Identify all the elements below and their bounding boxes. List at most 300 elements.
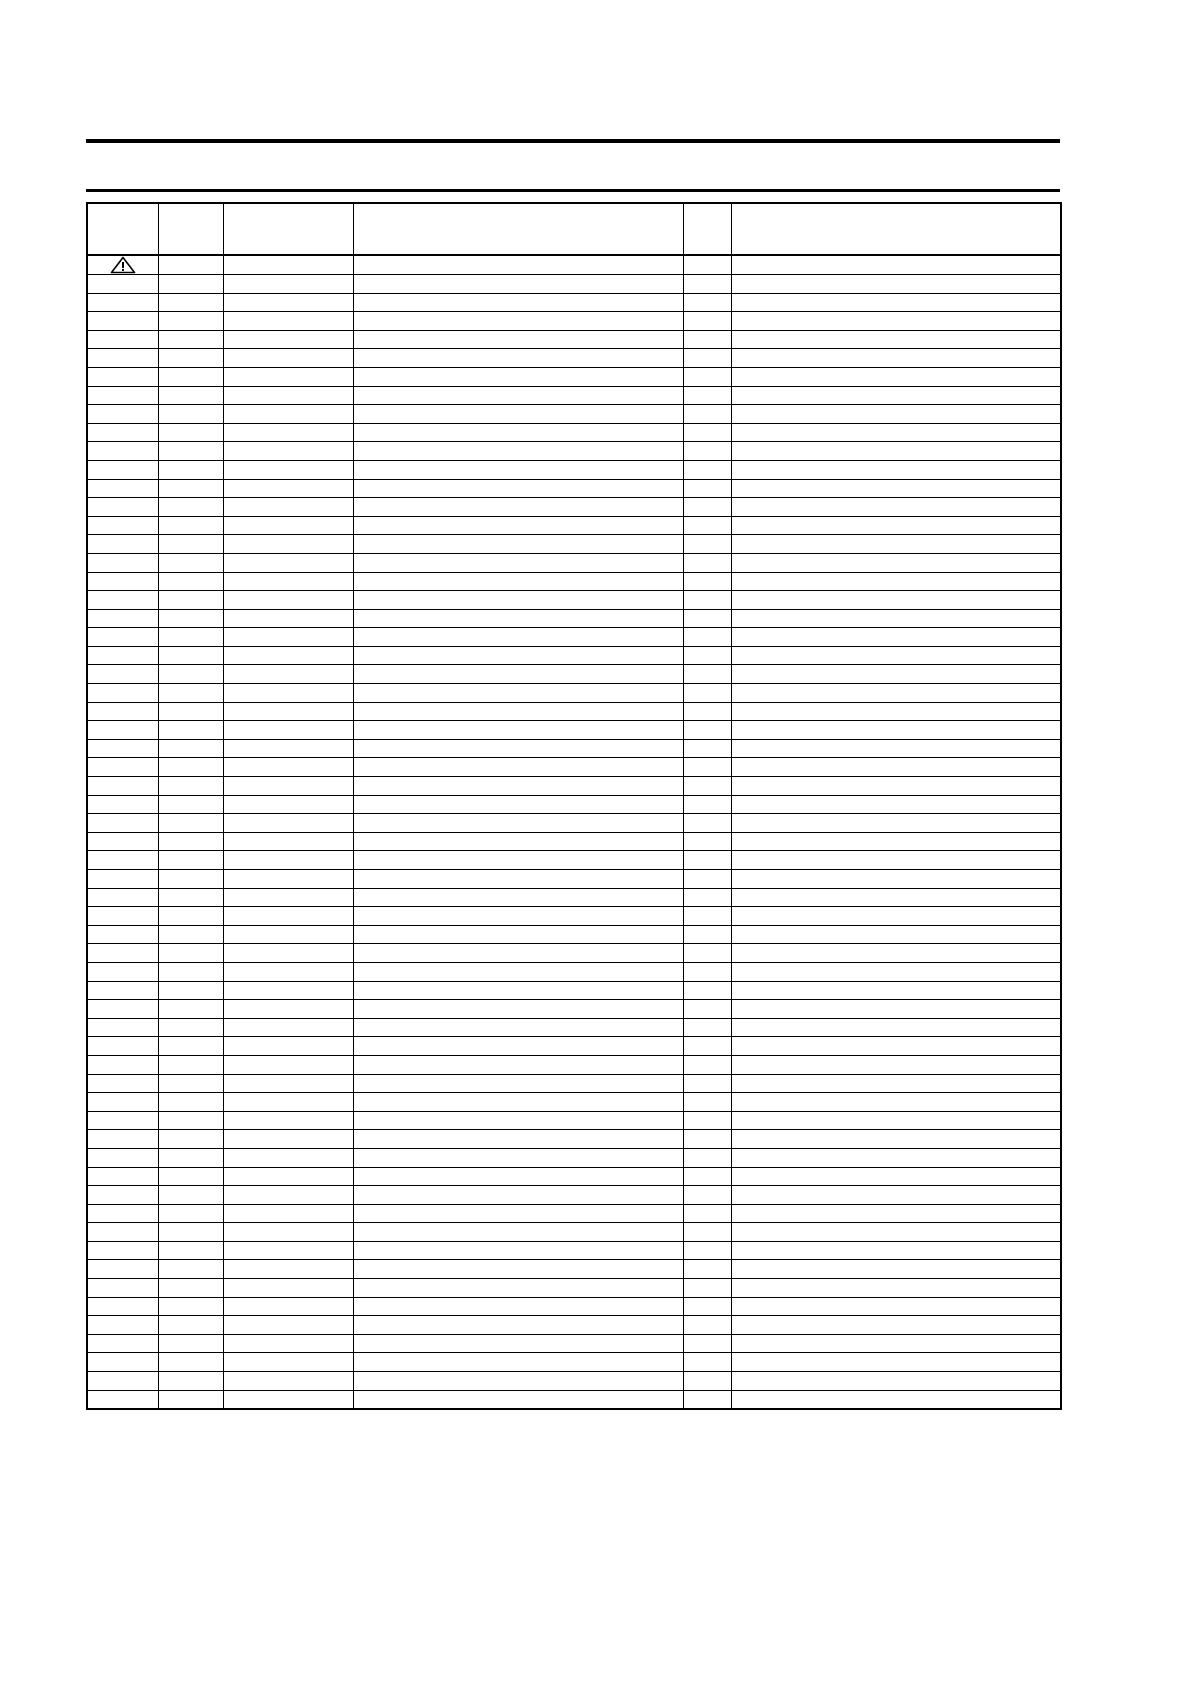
table-cell	[683, 1390, 731, 1409]
table-cell	[731, 275, 1061, 294]
table-row	[87, 702, 1061, 721]
table-cell	[731, 795, 1061, 814]
table-cell	[731, 1204, 1061, 1223]
table-cell	[731, 777, 1061, 796]
table-cell	[683, 665, 731, 684]
table-cell	[353, 442, 683, 461]
table-cell	[87, 832, 158, 851]
table-cell	[353, 312, 683, 331]
table-body	[87, 255, 1061, 1409]
table-cell	[353, 591, 683, 610]
table-cell	[223, 293, 353, 312]
table-cell	[87, 312, 158, 331]
table-cell	[223, 981, 353, 1000]
table-cell	[87, 293, 158, 312]
table-cell	[87, 907, 158, 926]
table-cell	[223, 1334, 353, 1353]
table-cell	[158, 591, 223, 610]
table-row	[87, 665, 1061, 684]
table-cell	[158, 1204, 223, 1223]
table-row	[87, 1372, 1061, 1391]
table-cell	[158, 535, 223, 554]
table-cell	[353, 572, 683, 591]
table-cell	[731, 1241, 1061, 1260]
table-cell	[158, 684, 223, 703]
table-cell	[731, 684, 1061, 703]
table-cell	[353, 1390, 683, 1409]
table-cell	[353, 1260, 683, 1279]
table-row	[87, 684, 1061, 703]
table-cell	[731, 721, 1061, 740]
table-cell	[158, 479, 223, 498]
table-cell	[158, 572, 223, 591]
table-row	[87, 460, 1061, 479]
table-cell	[87, 1353, 158, 1372]
table-cell	[158, 870, 223, 889]
table-cell	[731, 572, 1061, 591]
table-row	[87, 516, 1061, 535]
table-cell	[731, 1000, 1061, 1019]
table-cell	[158, 516, 223, 535]
table-row	[87, 1111, 1061, 1130]
table-cell	[683, 1279, 731, 1298]
table-cell	[87, 460, 158, 479]
table-cell	[731, 1223, 1061, 1242]
table-cell	[353, 498, 683, 517]
table-cell	[683, 330, 731, 349]
table-cell	[683, 795, 731, 814]
table-cell	[353, 349, 683, 368]
table-cell	[353, 1130, 683, 1149]
table-cell	[87, 1148, 158, 1167]
table-cell	[683, 925, 731, 944]
table-row	[87, 1167, 1061, 1186]
table-cell	[731, 1093, 1061, 1112]
table-cell	[87, 1093, 158, 1112]
table-cell	[223, 684, 353, 703]
table-cell	[683, 739, 731, 758]
table-cell	[353, 721, 683, 740]
table-cell	[731, 925, 1061, 944]
table-cell	[731, 535, 1061, 554]
table-cell	[731, 609, 1061, 628]
table-cell	[223, 1316, 353, 1335]
table-cell	[223, 312, 353, 331]
table-cell	[731, 1260, 1061, 1279]
table-cell	[87, 498, 158, 517]
table-cell	[158, 646, 223, 665]
table-cell	[683, 1167, 731, 1186]
table-cell	[87, 1018, 158, 1037]
table-cell	[353, 1074, 683, 1093]
table-cell	[158, 1055, 223, 1074]
table-cell	[158, 1372, 223, 1391]
table-row	[87, 925, 1061, 944]
table-cell	[683, 1260, 731, 1279]
table-row	[87, 1055, 1061, 1074]
table-cell	[87, 1130, 158, 1149]
table-cell	[731, 888, 1061, 907]
warning-triangle-icon	[110, 256, 136, 274]
table-cell	[731, 702, 1061, 721]
table-cell	[87, 1186, 158, 1205]
table-cell	[683, 1055, 731, 1074]
table-row	[87, 1316, 1061, 1335]
table-cell	[223, 944, 353, 963]
table-cell	[87, 795, 158, 814]
table-cell	[87, 1260, 158, 1279]
table-cell	[683, 944, 731, 963]
table-cell	[683, 255, 731, 275]
table-row	[87, 349, 1061, 368]
table-cell	[731, 1037, 1061, 1056]
table-cell	[353, 1055, 683, 1074]
table-cell	[353, 1353, 683, 1372]
table-cell	[683, 962, 731, 981]
table-cell	[158, 1074, 223, 1093]
table-cell	[223, 1093, 353, 1112]
table-cell	[731, 1148, 1061, 1167]
table-row	[87, 646, 1061, 665]
table-cell	[683, 442, 731, 461]
table-cell	[353, 1223, 683, 1242]
table-cell	[731, 870, 1061, 889]
table-cell	[731, 944, 1061, 963]
table-cell	[683, 572, 731, 591]
table-cell	[683, 628, 731, 647]
table-row	[87, 721, 1061, 740]
table-cell	[731, 739, 1061, 758]
table-cell	[731, 1055, 1061, 1074]
table-cell	[683, 349, 731, 368]
table-cell	[158, 832, 223, 851]
table-row	[87, 1130, 1061, 1149]
table-cell	[731, 293, 1061, 312]
table-row	[87, 553, 1061, 572]
table-cell	[683, 516, 731, 535]
table-row	[87, 1204, 1061, 1223]
table-cell	[87, 1316, 158, 1335]
table-header-row	[87, 203, 1061, 255]
table-row	[87, 739, 1061, 758]
table-cell	[223, 255, 353, 275]
table-cell	[353, 609, 683, 628]
table-cell	[223, 349, 353, 368]
table-cell	[87, 1297, 158, 1316]
table-cell	[683, 293, 731, 312]
table-cell	[731, 312, 1061, 331]
table-row	[87, 1241, 1061, 1260]
table-row	[87, 758, 1061, 777]
table-cell	[87, 1279, 158, 1298]
table-cell	[158, 1297, 223, 1316]
table-cell	[731, 349, 1061, 368]
column-header	[87, 203, 158, 255]
column-header	[158, 203, 223, 255]
table-cell	[223, 907, 353, 926]
table-cell	[731, 330, 1061, 349]
table-row	[87, 1260, 1061, 1279]
table-cell	[731, 367, 1061, 386]
table-cell	[87, 1000, 158, 1019]
table-cell	[158, 795, 223, 814]
table-cell	[731, 1353, 1061, 1372]
table-cell	[223, 1111, 353, 1130]
table-cell	[158, 665, 223, 684]
column-header	[731, 203, 1061, 255]
table-cell	[87, 1167, 158, 1186]
table-cell	[683, 553, 731, 572]
table-cell	[87, 367, 158, 386]
table-cell	[87, 944, 158, 963]
table-cell	[223, 386, 353, 405]
table-cell	[223, 1186, 353, 1205]
table-cell	[158, 758, 223, 777]
table-cell	[223, 460, 353, 479]
table-cell	[223, 1241, 353, 1260]
table-cell	[223, 1204, 353, 1223]
table-cell	[353, 553, 683, 572]
table-cell	[683, 1093, 731, 1112]
table-cell	[683, 646, 731, 665]
table-cell	[223, 405, 353, 424]
table-cell	[223, 1297, 353, 1316]
table-cell	[223, 1167, 353, 1186]
table-cell	[683, 1372, 731, 1391]
table-cell	[731, 962, 1061, 981]
table-cell	[683, 907, 731, 926]
table-cell	[87, 330, 158, 349]
table-cell	[353, 1316, 683, 1335]
table-cell	[158, 925, 223, 944]
table-cell	[683, 498, 731, 517]
table-cell	[158, 1186, 223, 1205]
table-cell	[87, 442, 158, 461]
table-row	[87, 367, 1061, 386]
table-cell	[353, 460, 683, 479]
table-cell	[223, 888, 353, 907]
table-cell	[731, 1390, 1061, 1409]
table-cell	[353, 1334, 683, 1353]
table-cell	[87, 758, 158, 777]
table-cell	[731, 1167, 1061, 1186]
table-cell	[87, 814, 158, 833]
table-cell	[87, 405, 158, 424]
table-cell	[87, 1223, 158, 1242]
table-cell	[731, 1297, 1061, 1316]
table-cell	[731, 1111, 1061, 1130]
table-cell	[223, 646, 353, 665]
table-cell	[158, 777, 223, 796]
table-cell	[87, 851, 158, 870]
table-cell	[158, 1148, 223, 1167]
header-rule	[86, 189, 1060, 192]
table-row	[87, 1018, 1061, 1037]
table-row	[87, 795, 1061, 814]
table-cell	[353, 405, 683, 424]
table-cell	[158, 553, 223, 572]
table-cell	[223, 962, 353, 981]
table-cell	[87, 646, 158, 665]
table-cell	[353, 275, 683, 294]
table-cell	[158, 1353, 223, 1372]
table-cell	[353, 907, 683, 926]
table-cell	[353, 1241, 683, 1260]
table-cell	[223, 925, 353, 944]
table-cell	[158, 944, 223, 963]
table-cell	[683, 888, 731, 907]
table-cell	[683, 423, 731, 442]
table-cell	[731, 628, 1061, 647]
table-cell	[731, 498, 1061, 517]
table-cell	[353, 1167, 683, 1186]
table-cell	[87, 628, 158, 647]
table-cell	[223, 1130, 353, 1149]
table-cell	[731, 758, 1061, 777]
table-cell	[223, 591, 353, 610]
table-cell	[223, 1037, 353, 1056]
table-cell	[683, 814, 731, 833]
table-cell	[353, 665, 683, 684]
table-row	[87, 777, 1061, 796]
table-cell	[223, 1390, 353, 1409]
table-cell	[87, 423, 158, 442]
table-row	[87, 386, 1061, 405]
table-cell	[683, 1316, 731, 1335]
table-cell	[158, 1279, 223, 1298]
table-cell	[87, 981, 158, 1000]
table-cell	[683, 1241, 731, 1260]
table-cell	[683, 312, 731, 331]
table-cell	[158, 721, 223, 740]
table-cell	[223, 275, 353, 294]
table-cell	[731, 1279, 1061, 1298]
table-cell	[87, 777, 158, 796]
table-cell	[731, 1018, 1061, 1037]
table-row	[87, 1297, 1061, 1316]
table-cell	[353, 777, 683, 796]
table-cell	[353, 739, 683, 758]
table-row	[87, 1186, 1061, 1205]
table-cell	[87, 1372, 158, 1391]
table-cell	[353, 255, 683, 275]
table-cell	[87, 1241, 158, 1260]
table-cell	[223, 777, 353, 796]
table-cell	[353, 702, 683, 721]
table-cell	[353, 944, 683, 963]
table-cell	[87, 275, 158, 294]
table-cell	[223, 665, 353, 684]
table-cell	[223, 795, 353, 814]
table-cell	[158, 851, 223, 870]
table-row	[87, 330, 1061, 349]
table-cell	[683, 1074, 731, 1093]
table-cell	[158, 1260, 223, 1279]
table-cell	[87, 870, 158, 889]
table-cell	[223, 1372, 353, 1391]
table-cell	[683, 684, 731, 703]
table-cell	[87, 962, 158, 981]
table-cell	[158, 386, 223, 405]
table-cell	[731, 405, 1061, 424]
table-cell	[158, 907, 223, 926]
table-cell	[683, 1130, 731, 1149]
table-cell	[158, 1167, 223, 1186]
table-cell	[683, 721, 731, 740]
table-cell	[353, 832, 683, 851]
table-cell	[683, 758, 731, 777]
table-cell	[683, 1037, 731, 1056]
table-cell	[683, 777, 731, 796]
table-cell	[731, 1130, 1061, 1149]
column-header	[353, 203, 683, 255]
table-cell	[353, 870, 683, 889]
table-row	[87, 962, 1061, 981]
table-cell	[683, 1018, 731, 1037]
table-row	[87, 870, 1061, 889]
table-cell	[353, 646, 683, 665]
table-row	[87, 832, 1061, 851]
table-cell	[731, 1074, 1061, 1093]
table-cell	[87, 255, 158, 275]
table-cell	[353, 1018, 683, 1037]
table-row	[87, 1148, 1061, 1167]
table-cell	[353, 535, 683, 554]
table-cell	[353, 925, 683, 944]
table-cell	[87, 1334, 158, 1353]
table-row	[87, 851, 1061, 870]
table-cell	[353, 516, 683, 535]
table-cell	[353, 1000, 683, 1019]
table-cell	[223, 423, 353, 442]
table-cell	[158, 312, 223, 331]
table-cell	[158, 405, 223, 424]
table-cell	[353, 888, 683, 907]
table-cell	[158, 460, 223, 479]
table-cell	[223, 1000, 353, 1019]
table-cell	[223, 721, 353, 740]
table-cell	[158, 1093, 223, 1112]
table-cell	[683, 405, 731, 424]
table-cell	[158, 814, 223, 833]
table-cell	[223, 1055, 353, 1074]
table-cell	[731, 814, 1061, 833]
table-row	[87, 888, 1061, 907]
table-cell	[87, 386, 158, 405]
table-cell	[731, 442, 1061, 461]
table-cell	[87, 591, 158, 610]
table-row	[87, 907, 1061, 926]
table-cell	[158, 962, 223, 981]
table-cell	[158, 609, 223, 628]
table-cell	[158, 1130, 223, 1149]
table-cell	[683, 479, 731, 498]
table-cell	[223, 479, 353, 498]
table-row	[87, 814, 1061, 833]
table-cell	[353, 814, 683, 833]
table-cell	[223, 498, 353, 517]
table-row	[87, 944, 1061, 963]
table-cell	[223, 1074, 353, 1093]
table-cell	[158, 255, 223, 275]
table-row	[87, 1223, 1061, 1242]
table-cell	[87, 888, 158, 907]
table-cell	[683, 832, 731, 851]
table-cell	[731, 1372, 1061, 1391]
table-cell	[158, 628, 223, 647]
table-cell	[87, 609, 158, 628]
table-cell	[158, 1334, 223, 1353]
